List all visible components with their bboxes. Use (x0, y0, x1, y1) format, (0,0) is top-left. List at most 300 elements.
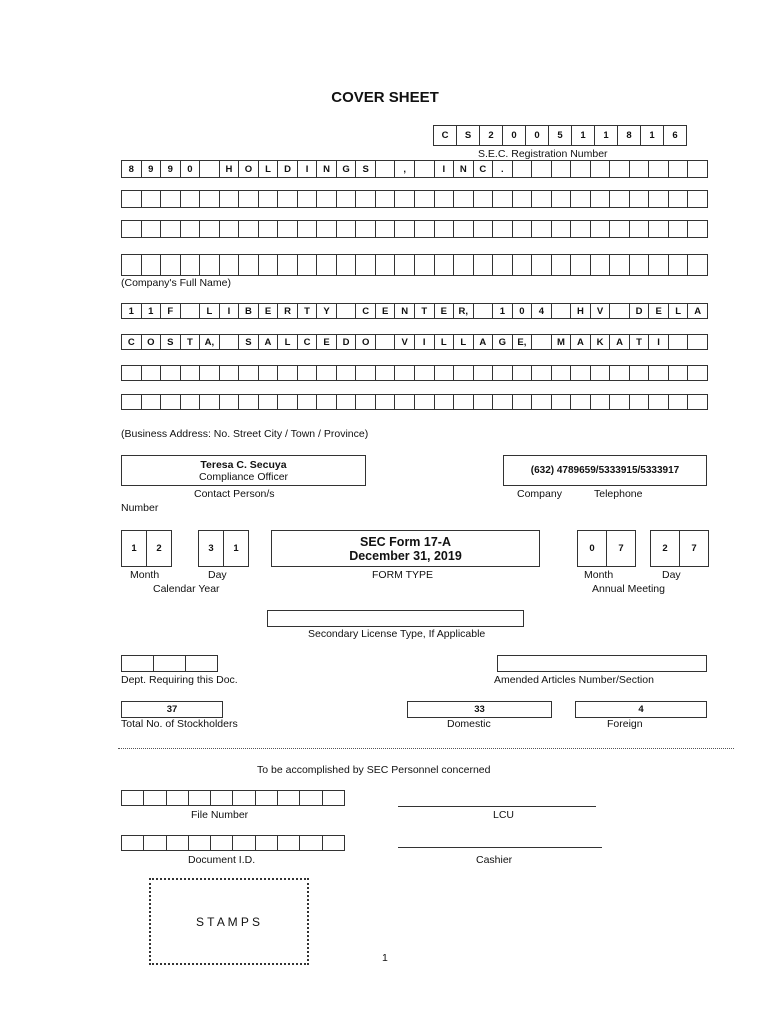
char-cell: R (278, 303, 298, 319)
form-type-line2: December 31, 2019 (349, 548, 462, 563)
company-name-row-3[interactable] (121, 220, 708, 238)
document-id-label: Document I.D. (188, 854, 256, 866)
char-cell (532, 334, 552, 350)
char-cell (356, 190, 376, 208)
char-cell (142, 394, 162, 410)
char-cell: E, (513, 334, 533, 350)
company-name-row-1[interactable] (121, 160, 708, 178)
char-cell (278, 254, 298, 276)
char-cell: B (239, 303, 259, 319)
char-cell (189, 835, 211, 851)
char-cell (200, 254, 220, 276)
char-cell: C (298, 334, 318, 350)
char-cell (669, 254, 689, 276)
char-cell: 4 (532, 303, 552, 319)
char-cell (337, 254, 357, 276)
char-cell (200, 220, 220, 238)
char-cell (649, 190, 669, 208)
char-cell (630, 254, 650, 276)
char-cell (239, 254, 259, 276)
char-cell (415, 160, 435, 178)
char-cell: 1 (493, 303, 513, 319)
page-title: COVER SHEET (331, 89, 439, 106)
char-cell: N (454, 160, 474, 178)
char-cell: A, (200, 334, 220, 350)
char-cell (395, 190, 415, 208)
char-cell (317, 220, 337, 238)
char-cell (220, 365, 240, 381)
foreign-count: 4 (638, 704, 644, 715)
char-cell (532, 190, 552, 208)
sec-registration-number[interactable] (433, 125, 687, 146)
char-cell: O (356, 334, 376, 350)
char-cell (688, 394, 708, 410)
char-cell (474, 365, 494, 381)
char-cell: 9 (142, 160, 162, 178)
char-cell (630, 365, 650, 381)
char-cell (144, 790, 166, 806)
char-cell (591, 220, 611, 238)
char-cell: 5 (549, 125, 572, 146)
char-cell (630, 220, 650, 238)
calendar-year-day[interactable] (198, 530, 249, 567)
annual-day-label: Day (662, 569, 681, 581)
contact-person-box[interactable] (121, 455, 366, 486)
char-cell (337, 190, 357, 208)
char-cell (513, 394, 533, 410)
char-cell (122, 220, 142, 238)
page-number: 1 (382, 952, 388, 964)
char-cell (395, 394, 415, 410)
char-cell (688, 160, 708, 178)
char-cell: 0 (526, 125, 549, 146)
char-cell: S (457, 125, 480, 146)
char-cell (278, 220, 298, 238)
calendar-year-month[interactable] (121, 530, 172, 567)
char-cell (256, 835, 278, 851)
annual-month-label: Month (584, 569, 614, 581)
char-cell (688, 334, 708, 350)
char-cell (239, 220, 259, 238)
char-cell (435, 220, 455, 238)
char-cell: I (298, 160, 318, 178)
char-cell (435, 365, 455, 381)
char-cell (278, 365, 298, 381)
char-cell (337, 303, 357, 319)
calendar-day-label: Day (208, 569, 227, 581)
char-cell (688, 254, 708, 276)
calendar-month-label: Month (130, 569, 160, 581)
char-cell (532, 394, 552, 410)
char-cell: L (259, 160, 279, 178)
dept-requiring-doc[interactable] (121, 655, 218, 672)
total-stockholders-label: Total No. of Stockholders (121, 718, 238, 730)
char-cell (571, 190, 591, 208)
char-cell (513, 254, 533, 276)
char-cell (649, 220, 669, 238)
char-cell (552, 394, 572, 410)
char-cell (376, 394, 396, 410)
char-cell (300, 790, 322, 806)
char-cell: T (630, 334, 650, 350)
section-divider (118, 748, 734, 749)
char-cell: 6 (664, 125, 687, 146)
char-cell (532, 220, 552, 238)
char-cell: H (571, 303, 591, 319)
char-cell (356, 254, 376, 276)
secondary-license-label: Secondary License Type, If Applicable (308, 628, 486, 640)
char-cell: F (161, 303, 181, 319)
annual-meeting-day[interactable] (650, 530, 709, 567)
char-cell: G (493, 334, 513, 350)
file-number-input[interactable] (121, 790, 345, 806)
address-row-3[interactable] (121, 365, 708, 381)
telephone-label-number: Number (121, 502, 159, 514)
char-cell (571, 160, 591, 178)
char-cell (122, 254, 142, 276)
char-cell: C (474, 160, 494, 178)
char-cell: 1 (595, 125, 618, 146)
char-cell: E (649, 303, 669, 319)
char-cell (474, 394, 494, 410)
char-cell (337, 220, 357, 238)
char-cell: L (200, 303, 220, 319)
char-cell: A (474, 334, 494, 350)
char-cell (552, 220, 572, 238)
cashier-signature-line[interactable] (398, 847, 602, 848)
calendar-year-label: Calendar Year (153, 583, 220, 595)
char-cell (454, 365, 474, 381)
char-cell (591, 160, 611, 178)
char-cell (649, 394, 669, 410)
lcu-signature-line[interactable] (398, 806, 596, 807)
char-cell: 7 (680, 530, 709, 567)
annual-meeting-month[interactable] (577, 530, 636, 567)
char-cell (317, 254, 337, 276)
char-cell: 2 (147, 530, 172, 567)
char-cell (513, 190, 533, 208)
contact-name: Teresa C. Secuya (200, 458, 287, 471)
total-stockholders: 37 (166, 704, 178, 715)
char-cell: C (122, 334, 142, 350)
char-cell (395, 365, 415, 381)
char-cell (610, 190, 630, 208)
char-cell (552, 190, 572, 208)
char-cell (688, 220, 708, 238)
char-cell (142, 190, 162, 208)
char-cell: . (493, 160, 513, 178)
file-number-label: File Number (191, 809, 249, 821)
char-cell (532, 254, 552, 276)
char-cell: , (395, 160, 415, 178)
char-cell (571, 220, 591, 238)
char-cell (688, 190, 708, 208)
char-cell: L (435, 334, 455, 350)
form-type-box[interactable] (271, 530, 540, 567)
char-cell (376, 334, 396, 350)
char-cell (220, 394, 240, 410)
char-cell (669, 365, 689, 381)
address-row-4[interactable] (121, 394, 708, 410)
char-cell: S (239, 334, 259, 350)
char-cell: I (435, 160, 455, 178)
char-cell (298, 220, 318, 238)
char-cell (493, 365, 513, 381)
char-cell (474, 220, 494, 238)
char-cell (513, 220, 533, 238)
char-cell (200, 190, 220, 208)
char-cell (454, 394, 474, 410)
char-cell (630, 160, 650, 178)
char-cell (610, 160, 630, 178)
char-cell (376, 365, 396, 381)
char-cell: A (688, 303, 708, 319)
company-telephone-box[interactable] (503, 455, 707, 486)
char-cell (142, 254, 162, 276)
char-cell (220, 254, 240, 276)
lcu-label: LCU (493, 809, 515, 821)
char-cell: Y (317, 303, 337, 319)
char-cell: I (649, 334, 669, 350)
char-cell (298, 190, 318, 208)
char-cell (323, 835, 345, 851)
char-cell (454, 254, 474, 276)
char-cell (239, 190, 259, 208)
char-cell (610, 365, 630, 381)
char-cell (256, 790, 278, 806)
char-cell (317, 365, 337, 381)
char-cell (122, 394, 142, 410)
char-cell: 1 (122, 530, 147, 567)
char-cell (298, 254, 318, 276)
business-address-label: (Business Address: No. Street City / Town / Province) (121, 428, 369, 440)
char-cell (122, 190, 142, 208)
char-cell (161, 365, 181, 381)
char-cell (415, 220, 435, 238)
char-cell (552, 160, 572, 178)
char-cell (395, 220, 415, 238)
char-cell (167, 790, 189, 806)
dept-label: Dept. Requiring this Doc. (121, 674, 238, 686)
char-cell (591, 394, 611, 410)
sec-registration-label: S.E.C. Registration Number (478, 148, 608, 160)
telephone-label-telephone: Telephone (594, 488, 643, 500)
char-cell: 2 (651, 530, 680, 567)
company-name-row-2[interactable] (121, 190, 708, 208)
amended-articles-label: Amended Articles Number/Section (494, 674, 654, 686)
char-cell: V (591, 303, 611, 319)
domestic-label: Domestic (447, 718, 491, 730)
char-cell: O (142, 334, 162, 350)
secondary-license-box[interactable] (267, 610, 524, 627)
char-cell (278, 190, 298, 208)
char-cell (591, 365, 611, 381)
char-cell (435, 190, 455, 208)
total-stockholders-box[interactable] (121, 701, 223, 718)
char-cell: H (220, 160, 240, 178)
char-cell: 0 (181, 160, 201, 178)
char-cell: 1 (641, 125, 664, 146)
char-cell (317, 394, 337, 410)
char-cell: 1 (224, 530, 249, 567)
char-cell: R, (454, 303, 474, 319)
form-type-line1: SEC Form 17-A (360, 534, 451, 549)
char-cell (591, 254, 611, 276)
char-cell (337, 394, 357, 410)
char-cell (181, 254, 201, 276)
char-cell (211, 835, 233, 851)
char-cell (376, 160, 396, 178)
char-cell: I (220, 303, 240, 319)
char-cell (571, 365, 591, 381)
char-cell (211, 790, 233, 806)
char-cell (571, 254, 591, 276)
domestic-count: 33 (474, 704, 485, 715)
char-cell: N (317, 160, 337, 178)
char-cell (474, 190, 494, 208)
char-cell: L (278, 334, 298, 350)
char-cell (356, 365, 376, 381)
amended-articles-box[interactable] (497, 655, 707, 672)
char-cell: S (356, 160, 376, 178)
char-cell: 8 (618, 125, 641, 146)
char-cell (142, 365, 162, 381)
char-cell (610, 303, 630, 319)
char-cell (278, 790, 300, 806)
char-cell: C (434, 125, 457, 146)
char-cell (181, 303, 201, 319)
char-cell: 3 (199, 530, 224, 567)
char-cell (142, 220, 162, 238)
char-cell (122, 365, 142, 381)
char-cell (415, 365, 435, 381)
char-cell: 1 (572, 125, 595, 146)
char-cell (669, 334, 689, 350)
char-cell (300, 835, 322, 851)
char-cell (649, 160, 669, 178)
char-cell: C (356, 303, 376, 319)
char-cell (610, 254, 630, 276)
char-cell (189, 790, 211, 806)
char-cell (454, 190, 474, 208)
char-cell: V (395, 334, 415, 350)
char-cell (493, 254, 513, 276)
char-cell (493, 220, 513, 238)
char-cell (513, 365, 533, 381)
char-cell: 0 (578, 530, 607, 567)
cashier-label: Cashier (476, 854, 513, 866)
char-cell (630, 394, 650, 410)
char-cell (167, 835, 189, 851)
char-cell (181, 394, 201, 410)
foreign-label: Foreign (607, 718, 643, 730)
char-cell: A (610, 334, 630, 350)
char-cell: L (669, 303, 689, 319)
char-cell (259, 254, 279, 276)
company-name-label: (Company's Full Name) (121, 277, 231, 289)
char-cell (122, 835, 144, 851)
document-id-input[interactable] (121, 835, 345, 851)
char-cell: D (278, 160, 298, 178)
char-cell (186, 655, 218, 672)
char-cell (610, 394, 630, 410)
char-cell (552, 254, 572, 276)
char-cell (552, 303, 572, 319)
char-cell (454, 220, 474, 238)
char-cell: 7 (607, 530, 636, 567)
char-cell (317, 190, 337, 208)
char-cell (532, 365, 552, 381)
char-cell (376, 220, 396, 238)
char-cell (161, 190, 181, 208)
char-cell (415, 190, 435, 208)
char-cell (356, 220, 376, 238)
char-cell: 2 (480, 125, 503, 146)
char-cell: T (298, 303, 318, 319)
char-cell (493, 190, 513, 208)
char-cell: A (571, 334, 591, 350)
sec-personnel-label: To be accomplished by SEC Personnel concerned (257, 764, 491, 776)
domestic-box[interactable] (407, 701, 552, 718)
char-cell (259, 190, 279, 208)
char-cell (376, 190, 396, 208)
char-cell (669, 190, 689, 208)
char-cell (323, 790, 345, 806)
char-cell (233, 790, 255, 806)
char-cell (669, 394, 689, 410)
char-cell (233, 835, 255, 851)
char-cell (337, 365, 357, 381)
char-cell (610, 220, 630, 238)
char-cell: A (259, 334, 279, 350)
address-row-2[interactable] (121, 334, 708, 350)
char-cell: I (415, 334, 435, 350)
char-cell (513, 160, 533, 178)
char-cell: E (376, 303, 396, 319)
telephone-label-company: Company (517, 488, 562, 500)
foreign-box[interactable] (575, 701, 707, 718)
char-cell: 1 (122, 303, 142, 319)
char-cell: O (239, 160, 259, 178)
company-telephone: (632) 4789659/5333915/5333917 (530, 465, 680, 476)
char-cell: D (337, 334, 357, 350)
char-cell: N (395, 303, 415, 319)
char-cell (688, 365, 708, 381)
char-cell (161, 394, 181, 410)
address-row-1[interactable] (121, 303, 708, 319)
char-cell (161, 254, 181, 276)
char-cell: 9 (161, 160, 181, 178)
char-cell: T (415, 303, 435, 319)
char-cell (220, 220, 240, 238)
char-cell: 0 (513, 303, 533, 319)
company-name-row-4[interactable] (121, 254, 708, 276)
char-cell: 0 (503, 125, 526, 146)
char-cell: E (435, 303, 455, 319)
char-cell (356, 394, 376, 410)
char-cell (493, 394, 513, 410)
char-cell (474, 303, 494, 319)
char-cell (259, 394, 279, 410)
char-cell: 8 (122, 160, 142, 178)
char-cell (278, 835, 300, 851)
char-cell: G (337, 160, 357, 178)
char-cell (259, 220, 279, 238)
char-cell (669, 220, 689, 238)
char-cell (181, 220, 201, 238)
char-cell (200, 160, 220, 178)
char-cell: L (454, 334, 474, 350)
